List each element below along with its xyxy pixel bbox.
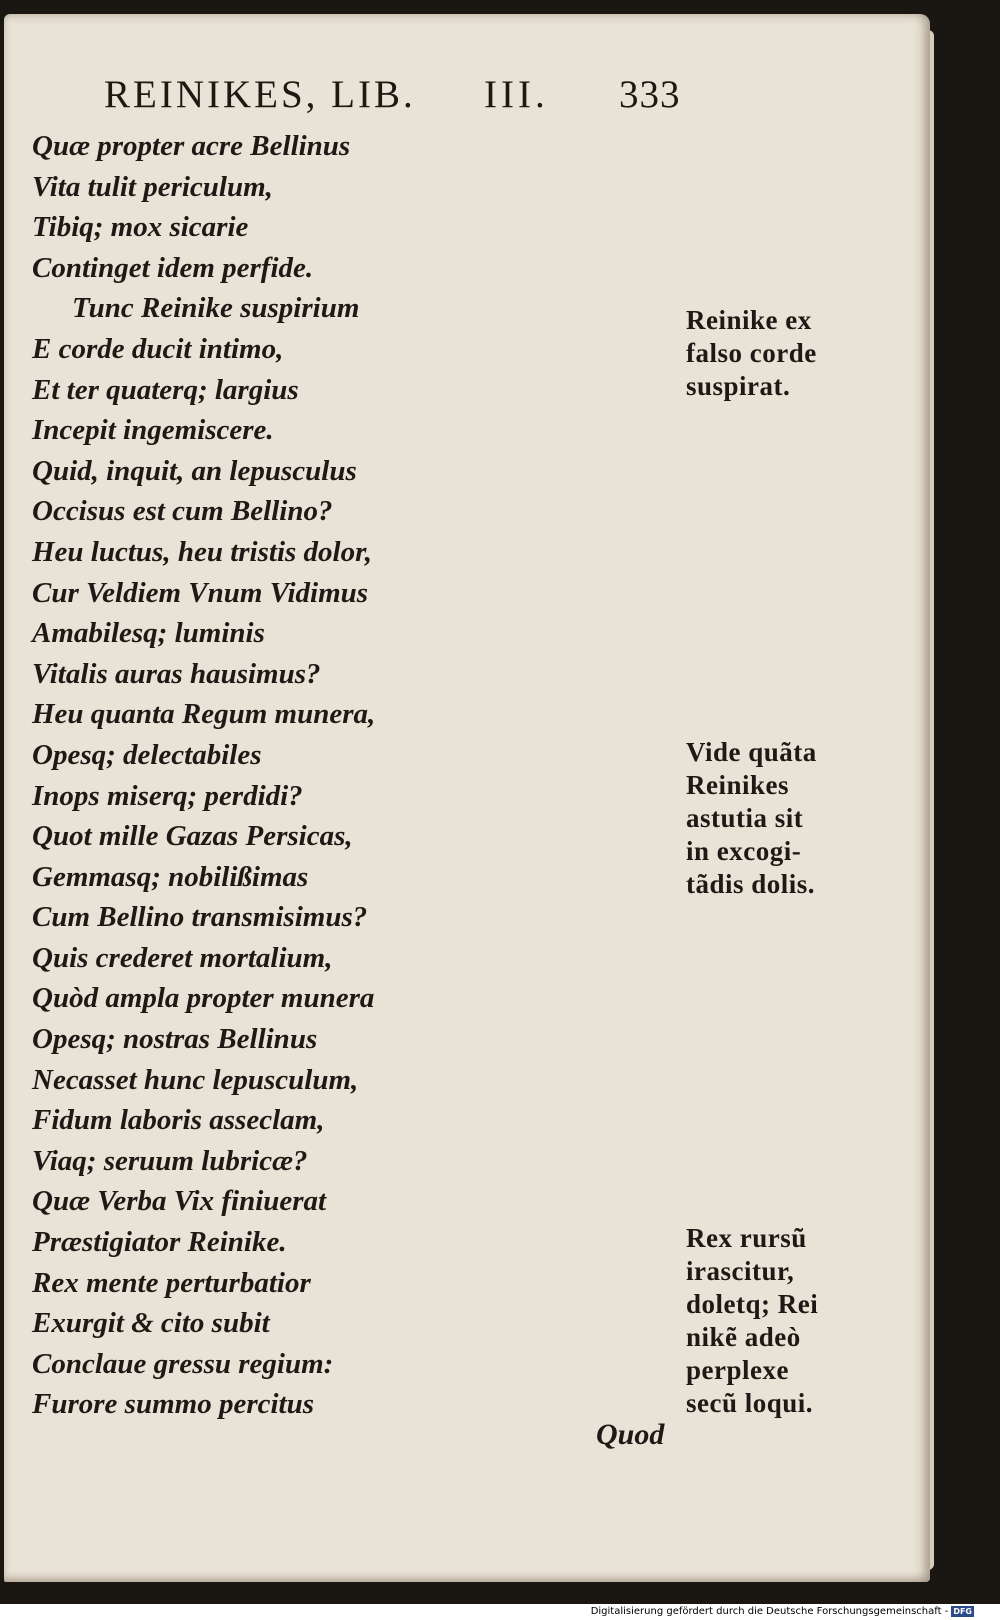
note-line: Reinike ex xyxy=(686,305,812,335)
note-line: falso corde xyxy=(686,338,817,368)
note-line: astutia sit xyxy=(686,803,804,833)
note-line: in excogi- xyxy=(686,836,802,866)
verse-line: Quis crederet mortalium, xyxy=(32,941,333,974)
verse-line: Quòd ampla propter munera xyxy=(32,982,375,1015)
verse-text xyxy=(32,126,652,1425)
verse-line: Rex mente perturbatior xyxy=(32,1266,311,1299)
marginal-note-3 xyxy=(686,1222,818,1420)
note-line: suspirat. xyxy=(686,371,791,401)
verse-line: Tibiq; mox sicarie xyxy=(32,211,249,244)
book-number: III. xyxy=(484,73,549,116)
verse-line: Quæ Verba Vix finiuerat xyxy=(32,1185,327,1218)
note-line: Rex rursũ xyxy=(686,1223,807,1253)
note-line: irascitur, xyxy=(686,1256,795,1286)
verse-line: Gemmasq; nobilißimas xyxy=(32,860,309,893)
marginal-note-1 xyxy=(686,304,817,403)
verse-line: Amabilesq; luminis xyxy=(32,617,265,650)
verse-line: Præstigiator Reinike. xyxy=(32,1226,287,1259)
verse-line: Incepit ingemiscere. xyxy=(32,414,274,447)
verse-line: Quot mille Gazas Persicas, xyxy=(32,820,353,853)
verse-line: Furore summo percitus xyxy=(32,1388,314,1421)
verse-line: Opesq; delectabiles xyxy=(32,738,262,771)
catchword: Quod xyxy=(596,1418,665,1451)
dfg-logo: DFG xyxy=(953,1606,972,1616)
note-line: secũ loqui. xyxy=(686,1388,814,1418)
note-line: nikẽ adeò xyxy=(686,1322,801,1352)
digitization-credit xyxy=(591,1604,974,1620)
verse-line: Necasset hunc lepusculum, xyxy=(32,1063,359,1096)
page-number: 333 xyxy=(619,73,681,116)
book-page xyxy=(4,14,930,1582)
verse-line: Exurgit & cito subit xyxy=(32,1307,270,1340)
note-line: perplexe xyxy=(686,1355,789,1385)
verse-line: Quid, inquit, an lepusculus xyxy=(32,454,357,487)
verse-line: Occisus est cum Bellino? xyxy=(32,495,333,528)
note-line: doletq; Rei xyxy=(686,1289,819,1319)
verse-line: Cum Bellino transmisimus? xyxy=(32,901,368,934)
verse-line: Heu luctus, heu tristis dolor, xyxy=(32,535,373,568)
running-head: REINIKES, LIB. xyxy=(104,73,416,116)
verse-line: Et ter quaterq; largius xyxy=(32,373,299,406)
note-line: tãdis dolis. xyxy=(686,869,816,899)
note-line: Vide quãta xyxy=(686,737,817,767)
verse-line: Vitalis auras hausimus? xyxy=(32,657,321,690)
verse-line: Viaq; seruum lubricæ? xyxy=(32,1144,308,1177)
credit-text: Digitalisierung gefördert durch die Deutsche Forschungsgemeinschaft - xyxy=(590,1606,949,1617)
verse-line: Continget idem perfide. xyxy=(32,251,314,284)
verse-line: Tunc Reinike suspirium xyxy=(72,292,360,325)
verse-line: Conclaue gressu regium: xyxy=(32,1347,334,1380)
verse-line: Opesq; nostras Bellinus xyxy=(32,1023,318,1056)
note-line: Reinikes xyxy=(686,770,790,800)
verse-line: Inops miserq; perdidi? xyxy=(32,779,303,812)
verse-line: Cur Veldiem Vnum Vidimus xyxy=(32,576,369,609)
marginal-note-2 xyxy=(686,736,817,901)
verse-line: Fidum laboris asseclam, xyxy=(32,1104,325,1137)
verse-line: Quæ propter acre Bellinus xyxy=(32,130,351,162)
verse-line: Heu quanta Regum munera, xyxy=(32,698,376,731)
verse-line: E corde ducit intimo, xyxy=(32,332,284,365)
verse-line: Vita tulit periculum, xyxy=(32,170,273,203)
